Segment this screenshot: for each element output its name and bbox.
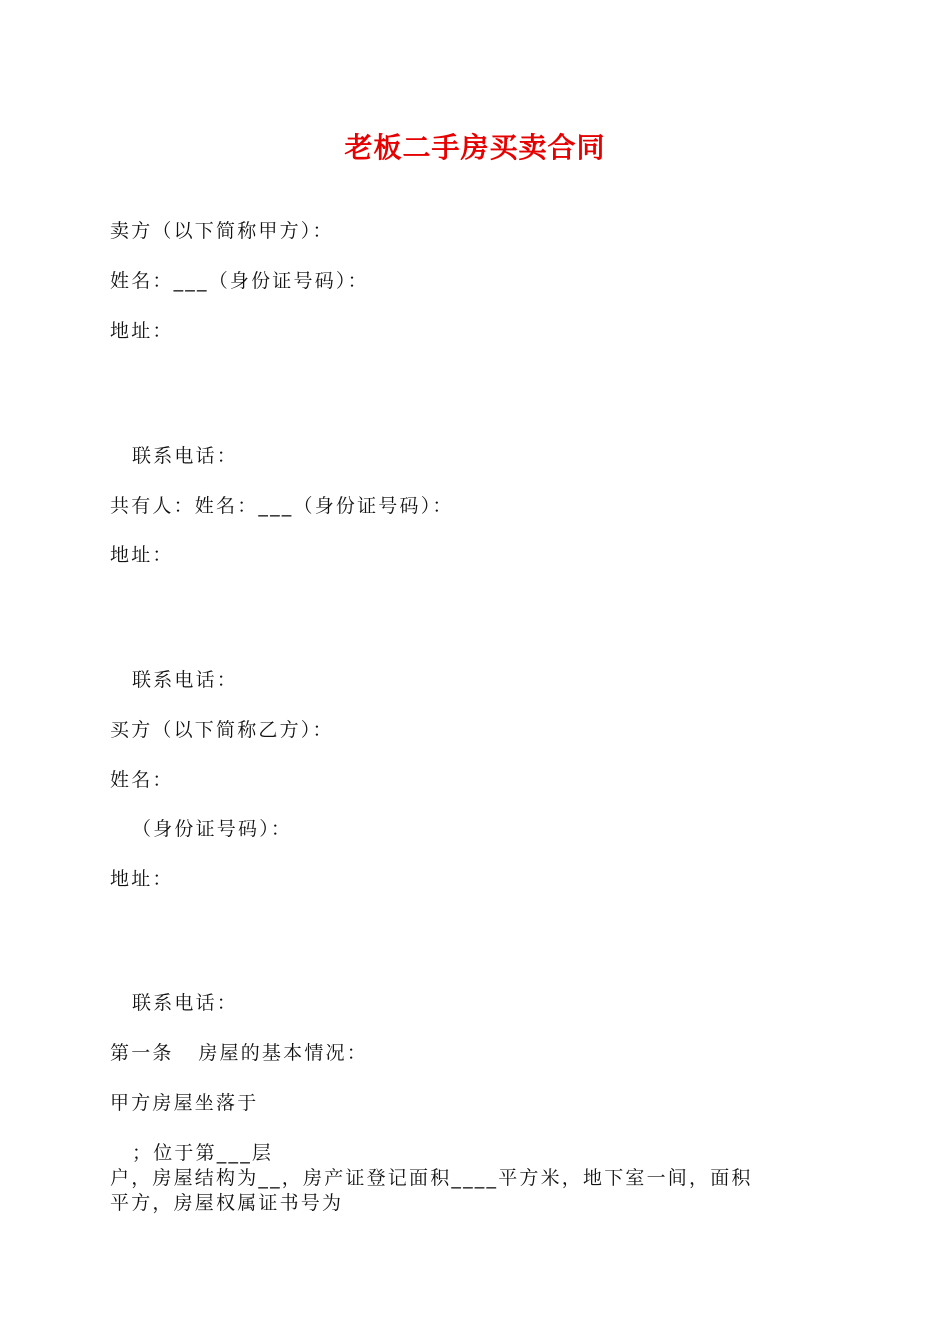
- seller-heading: 卖方（以下简称甲方）：: [110, 220, 334, 242]
- property-certificate-line: 平方，房屋权属证书号为: [110, 1192, 344, 1214]
- buyer-address-line: 地址：: [110, 868, 174, 890]
- co-owner-address-line: 地址：: [110, 544, 174, 566]
- document-title: 老板二手房买卖合同: [344, 131, 606, 164]
- buyer-phone-line: 联系电话：: [132, 992, 239, 1014]
- property-floor-line: ；位于第___层: [132, 1142, 274, 1164]
- property-structure-line: 户，房屋结构为__，房产证登记面积____平方米，地下室一间，面积: [110, 1167, 753, 1189]
- seller-name-line: 姓名：___（身份证号码）：: [110, 270, 369, 292]
- property-location-line: 甲方房屋坐落于: [110, 1092, 259, 1114]
- co-owner-name-line: 共有人：姓名：___（身份证号码）：: [110, 495, 454, 517]
- buyer-name-line: 姓名：: [110, 769, 174, 791]
- co-owner-phone-line: 联系电话：: [132, 669, 239, 691]
- buyer-heading: 买方（以下简称乙方）：: [110, 719, 334, 741]
- seller-address-line: 地址：: [110, 320, 174, 342]
- seller-phone-line: 联系电话：: [132, 445, 239, 467]
- article-one-heading: 第一条 房屋的基本情况：: [110, 1042, 368, 1064]
- buyer-id-line: （身份证号码）：: [132, 818, 293, 840]
